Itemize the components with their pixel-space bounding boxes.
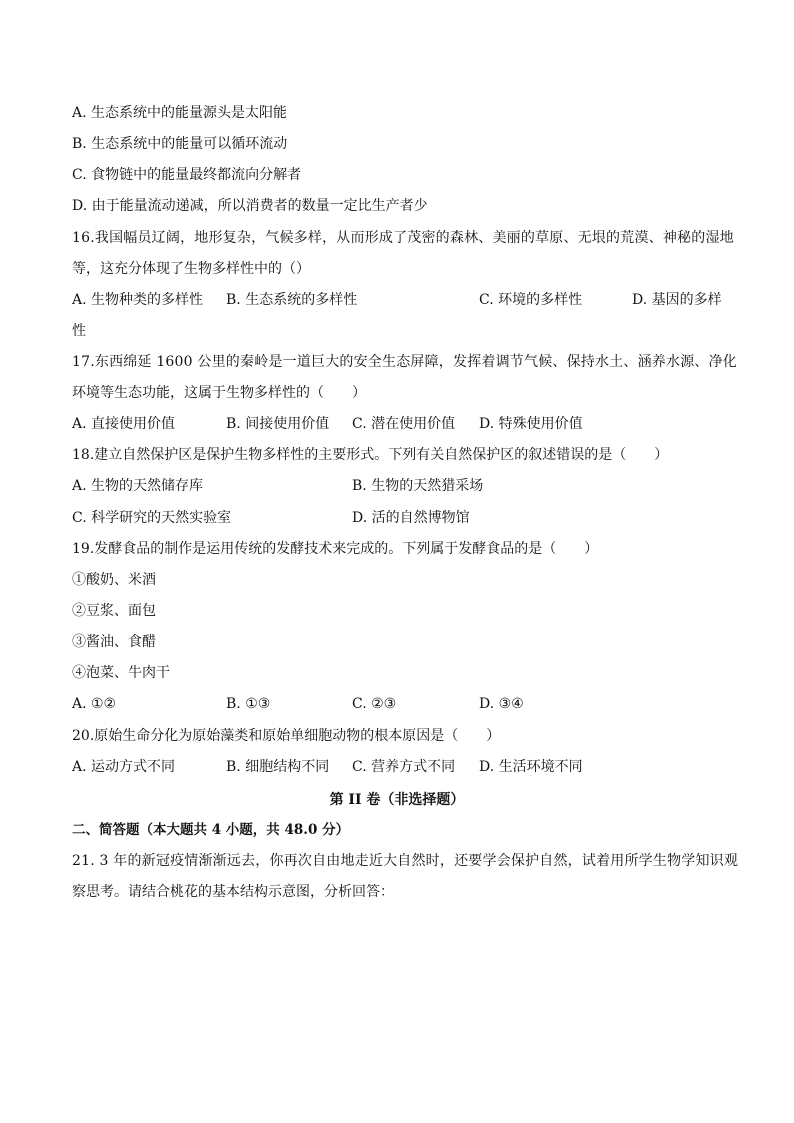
q17-option-d: D. 特殊使用价值 — [479, 416, 583, 432]
q19-item-2: ②豆浆、面包 — [72, 603, 156, 619]
q19-item-4: ④泡菜、牛肉干 — [72, 665, 170, 681]
q19-option-b: B. ①③ — [226, 696, 271, 712]
q16-stem-line1: 16.我国幅员辽阔，地形复杂，气候多样，从而形成了茂密的森林、美丽的草原、无垠的荒漠、神秘的湿地 — [72, 230, 734, 246]
q17-option-c: C. 潜在使用价值 — [352, 416, 456, 432]
q15-option-b: B. 生态系统中的能量可以循环流动 — [72, 136, 288, 152]
q18-option-c: C. 科学研究的天然实验室 — [72, 510, 232, 526]
q19-option-a: A. ①② — [72, 696, 117, 712]
q18-option-d: D. 活的自然博物馆 — [352, 510, 470, 526]
q19-option-d: D. ③④ — [479, 696, 524, 712]
q15-option-c: C. 食物链中的能量最终都流向分解者 — [72, 167, 302, 183]
q20-option-b: B. 细胞结构不同 — [226, 759, 330, 775]
section-2-heading: 二、简答题（本大题共 4 小题，共 48.0 分） — [72, 822, 350, 838]
q20-option-d: D. 生活环境不同 — [479, 759, 583, 775]
q16-option-d: D. 基因的多样 — [632, 292, 722, 308]
q17-stem-line2: 环境等生态功能，这属于生物多样性的（ ） — [72, 385, 366, 401]
q20-stem: 20.原始生命分化为原始藻类和原始单细胞动物的根本原因是（ ） — [72, 728, 501, 744]
q16-option-d-continued: 性 — [72, 323, 86, 339]
q18-option-a: A. 生物的天然储存库 — [72, 478, 204, 494]
q17-option-a: A. 直接使用价值 — [72, 416, 176, 432]
q20-option-c: C. 营养方式不同 — [352, 759, 456, 775]
q16-stem-line2: 等，这充分体现了生物多样性中的（） — [72, 261, 310, 277]
q18-stem: 18.建立自然保护区是保护生物多样性的主要形式。下列有关自然保护区的叙述错误的是（ ） — [72, 447, 669, 463]
q19-item-1: ①酸奶、米酒 — [72, 572, 156, 588]
section-2-title: 第 II 卷（非选择题） — [329, 792, 465, 808]
q15-option-a: A. 生态系统中的能量源头是太阳能 — [72, 105, 288, 121]
q21-stem-line1: 21. 3 年的新冠疫情渐渐远去，你再次自由地走近大自然时，还要学会保护自然，试着用所学生物学知识观 — [72, 853, 739, 869]
q19-option-c: C. ②③ — [352, 696, 397, 712]
q19-item-3: ③酱油、食醋 — [72, 634, 156, 650]
q18-option-b: B. 生物的天然猎采场 — [352, 478, 484, 494]
q15-option-d: D. 由于能量流动递减，所以消费者的数量一定比生产者少 — [72, 198, 428, 214]
q20-option-a: A. 运动方式不同 — [72, 759, 176, 775]
q17-stem-line1: 17.东西绵延 1600 公里的秦岭是一道巨大的安全生态屏障，发挥着调节气候、保持水土、涵养水源、净化 — [72, 354, 737, 370]
q17-option-b: B. 间接使用价值 — [226, 416, 330, 432]
q21-stem-line2: 察思考。请结合桃花的基本结构示意图，分析回答： — [72, 884, 394, 900]
q16-option-b: B. 生态系统的多样性 — [226, 292, 358, 308]
q16-option-a: A. 生物种类的多样性 — [72, 292, 204, 308]
q16-option-c: C. 环境的多样性 — [479, 292, 583, 308]
q19-stem: 19.发酵食品的制作是运用传统的发酵技术来完成的。下列属于发酵食品的是（ ） — [72, 541, 599, 557]
